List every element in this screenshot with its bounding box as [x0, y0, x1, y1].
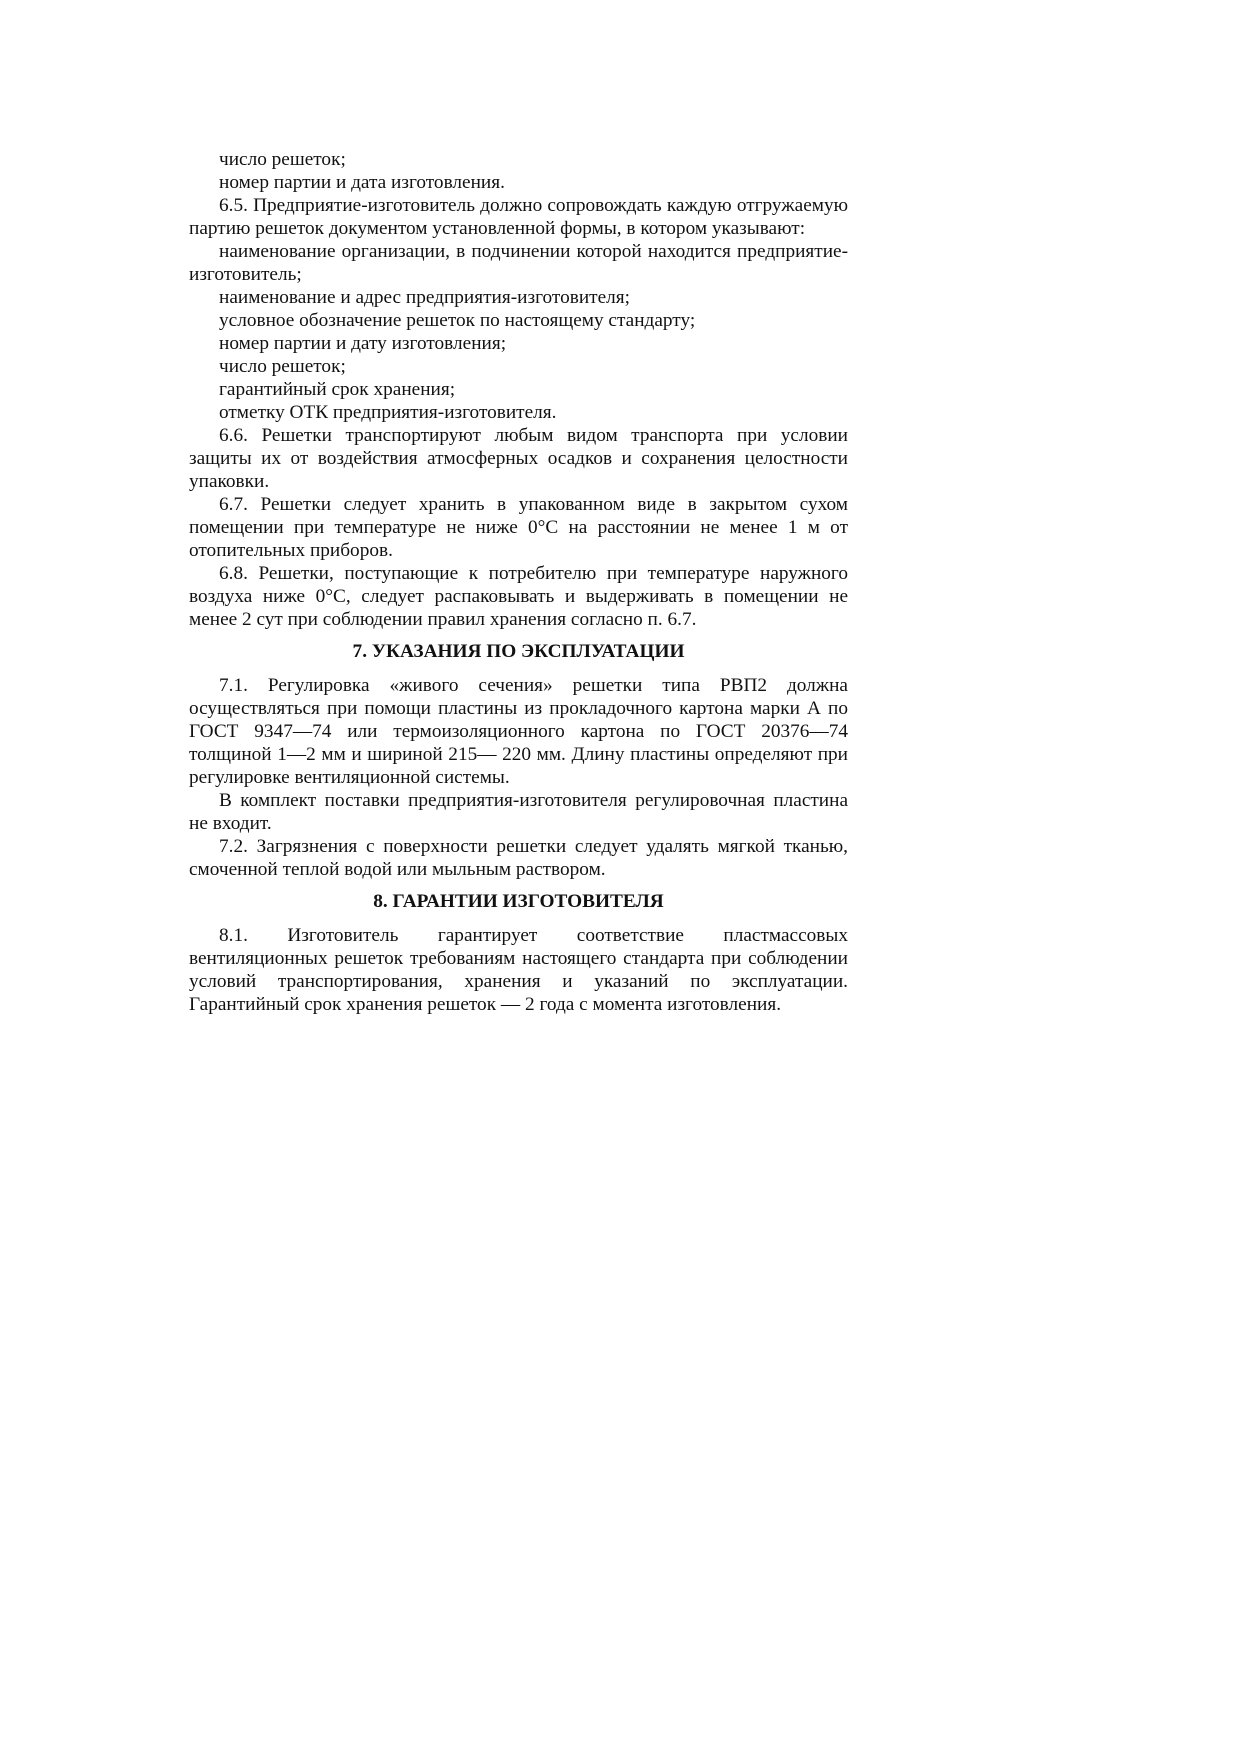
paragraph: В комплект поставки предприятия-изготовителя регулировочная пластина не входит. [189, 790, 848, 834]
list-item: наименование организации, в подчинении которой находится предприятие-изготовитель; [189, 241, 848, 285]
list-item: условное обозначение решеток по настоящему стандарту; [219, 310, 696, 331]
paragraph: 7.1. Регулировка «живого сечения» решетки типа РВП2 должна осуществляться при помощи пластины из прокладочного картона марки А по ГОСТ 9347—74 или термоизоляционного картона по ГОСТ 20376—74 толщиной 1—2 мм и шириной 215— 220 мм. Длину пластины определяют при регулировке вентиляционной системы. [189, 675, 848, 788]
paragraph: 6.5. Предприятие-изготовитель должно сопровождать каждую отгружаемую партию решеток документом установленной формы, в котором указывают: [189, 195, 848, 239]
paragraph: 6.8. Решетки, поступающие к потребителю при температуре наружного воздуха ниже 0°С, следует распаковывать и выдерживать в помещении не менее 2 сут при соблюдении правил хранения согласно п. 6.7. [189, 563, 848, 630]
paragraph: 6.7. Решетки следует хранить в упакованном виде в закрытом сухом помещении при температуре не ниже 0°С на расстоянии не менее 1 м от отопительных приборов. [189, 494, 848, 561]
document-page [189, 148, 848, 1016]
section-heading: 8. ГАРАНТИИ ИЗГОТОВИТЕЛЯ [373, 891, 664, 912]
list-item: число решеток; [219, 356, 346, 377]
paragraph: 8.1. Изготовитель гарантирует соответствие пластмассовых вентиляционных решеток требованиям настоящего стандарта при соблюдении условий транспортирования, хранения и указаний по эксплуатации. Гарантийный срок хранения решеток — 2 года с момента изготовления. [189, 925, 848, 1015]
section-heading: 7. УКАЗАНИЯ ПО ЭКСПЛУАТАЦИИ [352, 641, 685, 662]
paragraph: 6.6. Решетки транспортируют любым видом транспорта при условии защиты их от воздействия атмосферных осадков и сохранения целостности упаковки. [189, 425, 848, 492]
list-item: номер партии и дату изготовления; [219, 333, 507, 354]
list-item: число решеток; [219, 149, 346, 170]
paragraph: 7.2. Загрязнения с поверхности решетки следует удалять мягкой тканью, смоченной теплой водой или мыльным раствором. [189, 836, 848, 880]
list-item: отметку ОТК предприятия-изготовителя. [219, 402, 557, 423]
list-item: гарантийный срок хранения; [219, 379, 456, 400]
list-item: номер партии и дата изготовления. [219, 172, 505, 193]
list-item: наименование и адрес предприятия-изготовителя; [219, 287, 630, 308]
